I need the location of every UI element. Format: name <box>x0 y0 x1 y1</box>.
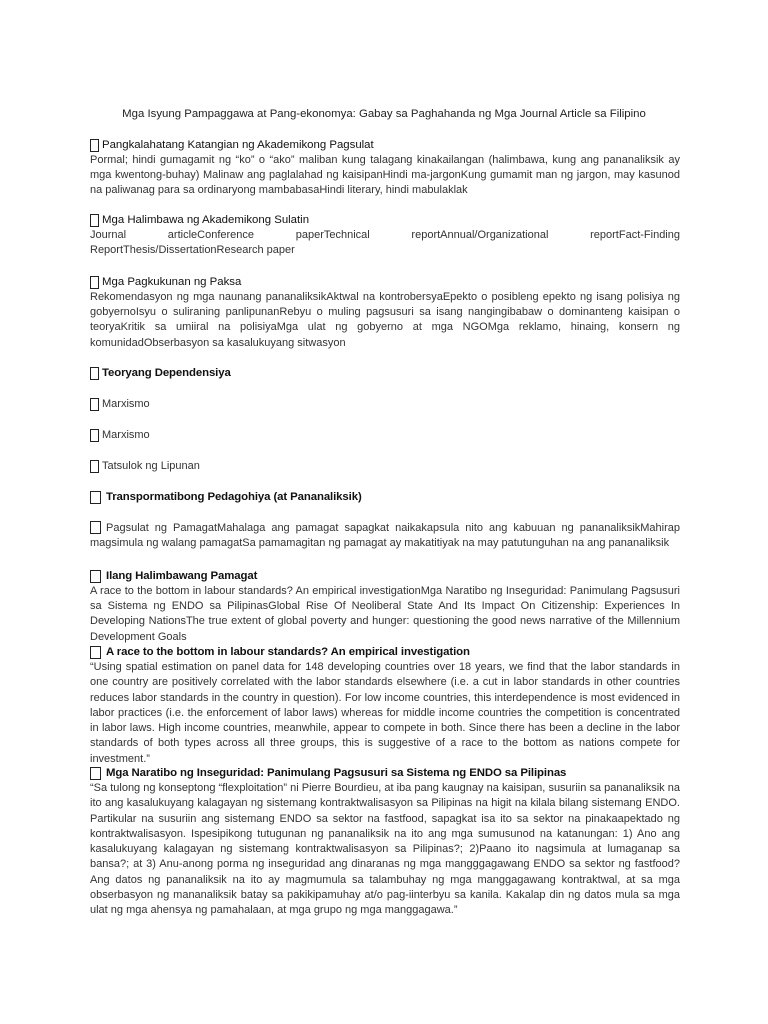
section-pagsulat-pamagat <box>90 521 680 551</box>
missing-glyph-icon <box>90 767 101 780</box>
section-heading-text: Ilang Halimbawang Pamagat <box>106 570 258 582</box>
section-body: A race to the bottom in labour standards? An empirical investigationMga Naratibo ng Inseguridad: Panimulang Pagsusuri sa Sistema ng ENDO sa PilipinasGlobal Rise Of Neoliberal State And Its Impact On Citizenship: Experiences In Developing NationsThe true extent of global poverty and hunger: questioning the good news narrative of the Millennium Development Goals <box>90 585 680 643</box>
section-heading-text: Pangkalahatang Katangian ng Akademikong Pagsulat <box>102 139 374 151</box>
missing-glyph-icon <box>90 521 101 534</box>
section-body: “Sa tulong ng konseptong “flexploitation” ni Pierre Bourdieu, at iba pang kaugnay na kaisipan, susuriin sa pananaliksik na ito ang kasalukuyang kalagayan ng sistemang kontraktwalisasyon sa Pilipinas na higit na kilala bilang sistemang ENDO. Partikular na susuriin ang sistemang ENDO sa sektor na fastfood, sapagkat isa ito sa sektor na pinakaapektado ng kontraktwalisasyon. Ispesipikong tutugunan ng pananaliksik na ito ang mga sumusunod na katanungan: 1) Ano ang kasalukuyang kalagayan ng sistemang kontraktwalisasyon sa Pilipinas?; 2)Paano ito nagsimula at lumaganap sa bansa?; at 3) Anu-anong porma ng inseguridad ang dinaranas ng mga mangggagawang ENDO sa sektor ng fastfood? Ang datos ng pananaliksik na ito ay magmumula sa talambuhay ng mga manggagawang kontraktwal, at sa mga obserbasyon ng mananaliksik batay sa pakikipamuhay at/o pag-iinterbyu sa kanila. Kakalap din ng datos mula sa mga ulat ng mga ahensya ng pamahalaan, at mga grupo ng mga manggagawa.” <box>90 782 680 917</box>
section-heading-text: Marxismo <box>102 429 150 441</box>
section-heading-text: Mga Pagkukunan ng Paksa <box>102 276 242 288</box>
section-heading-text: Marxismo <box>102 398 150 410</box>
missing-glyph-icon <box>90 398 99 411</box>
section-heading <box>90 428 680 443</box>
section-body-text: Pagsulat ng PamagatMahalaga ang pamagat sapagkat naikakapsula nito ang kabuuan ng pananaliksikMahirap magsimula ng walang pamagatSa pamamagitan ng pamagat ay makatitiyak na may patutunguhan na ang pananaliksik <box>90 522 680 550</box>
section-marxismo-2 <box>90 428 680 443</box>
section-heading-text: A race to the bottom in labour standards? An empirical investigation <box>106 646 470 658</box>
missing-glyph-icon <box>90 570 101 583</box>
section-heading <box>90 766 680 781</box>
missing-glyph-icon <box>90 214 99 227</box>
missing-glyph-icon <box>90 646 101 659</box>
section-tatsulok <box>90 459 680 474</box>
section-halimbawa-sulatin <box>90 213 680 258</box>
section-body: Journal articleConference paperTechnical reportAnnual/Organizational reportFact-Finding ReportThesis/DissertationResearch paper <box>90 229 680 257</box>
section-race-to-bottom <box>90 645 680 767</box>
section-heading-text: Mga Naratibo ng Inseguridad: Panimulang Pagsusuri sa Sistema ng ENDO sa Pilipinas <box>106 767 567 779</box>
section-heading-text: Teoryang Dependensiya <box>102 367 231 379</box>
section-heading <box>90 569 680 584</box>
section-transpormatibong-pedagohiya <box>90 490 680 505</box>
section-heading <box>90 645 680 660</box>
section-heading <box>90 366 680 381</box>
missing-glyph-icon <box>90 429 99 442</box>
section-body <box>90 521 680 551</box>
section-heading-text: Mga Halimbawa ng Akademikong Sulatin <box>102 214 310 226</box>
section-marxismo-1 <box>90 397 680 412</box>
section-heading-text: Tatsulok ng Lipunan <box>102 460 200 472</box>
section-naratibo-inseguridad <box>90 766 680 919</box>
missing-glyph-icon <box>90 491 101 504</box>
section-heading <box>90 138 680 153</box>
section-heading-text: Transpormatibong Pedagohiya (at Pananaliksik) <box>106 491 362 503</box>
section-heading <box>90 213 680 228</box>
missing-glyph-icon <box>90 139 99 152</box>
section-akademikong-pagsulat <box>90 138 680 199</box>
section-heading <box>90 397 680 412</box>
missing-glyph-icon <box>90 276 99 289</box>
section-teoryang-dependensiya <box>90 366 680 381</box>
section-halimbawang-pamagat <box>90 569 680 645</box>
document-title: Mga Isyung Pampaggawa at Pang-ekonomya: Gabay sa Paghahanda ng Mga Journal Article sa Filipino <box>122 108 646 120</box>
missing-glyph-icon <box>90 460 99 473</box>
section-body: “Using spatial estimation on panel data for 148 developing countries over 18 years, we find that the labor standards in one country are positively correlated with the labor standards elsewhere (i.e. a cut in labor standards in other countries reduces labor standards in the country in question). For low income countries, this interdependence is most evidenced in labor practices (i.e. the enforcement of labor laws) whereas for middle income countries the competition is concentrated in labor laws. High income countries, meanwhile, appear to compete in both. Since there has been a decline in the labor standards of both types across all three groups, this is suggestive of a race to the bottom as nations compete for investment.” <box>90 661 680 765</box>
section-heading <box>90 490 680 505</box>
section-pagkukunan-paksa <box>90 275 680 351</box>
missing-glyph-icon <box>90 367 99 380</box>
section-body: Pormal; hindi gumagamit ng “ko” o “ako” maliban kung talagang kinakailangan (halimbawa, kung ang pananaliksik ay mga kwentong-buhay) Malinaw ang paglalahad ng kaisipanHindi ma-jargonKung gumamit man ng jargon, may kasunod na paliwanag para sa ordinaryong mambabasaHindi literary, hindi mabulaklak <box>90 154 680 197</box>
section-heading <box>90 275 680 290</box>
section-body: Rekomendasyon ng mga naunang pananaliksikAktwal na kontrobersyaEpekto o posibleng epekto ng isang polisiya ng gobyernoIsyu o suliraning panlipunanRebyu o muling pagsusuri sa isang nangingibabaw o dominanteng kaisipan o teoryaKritik sa umiiral na polisiyaMga ulat ng gobyerno at mga NGOMga reklamo, hinaing, konsern ng komunidadObserbasyon sa kasalukuyang sitwasyon <box>90 291 680 349</box>
section-heading <box>90 459 680 474</box>
